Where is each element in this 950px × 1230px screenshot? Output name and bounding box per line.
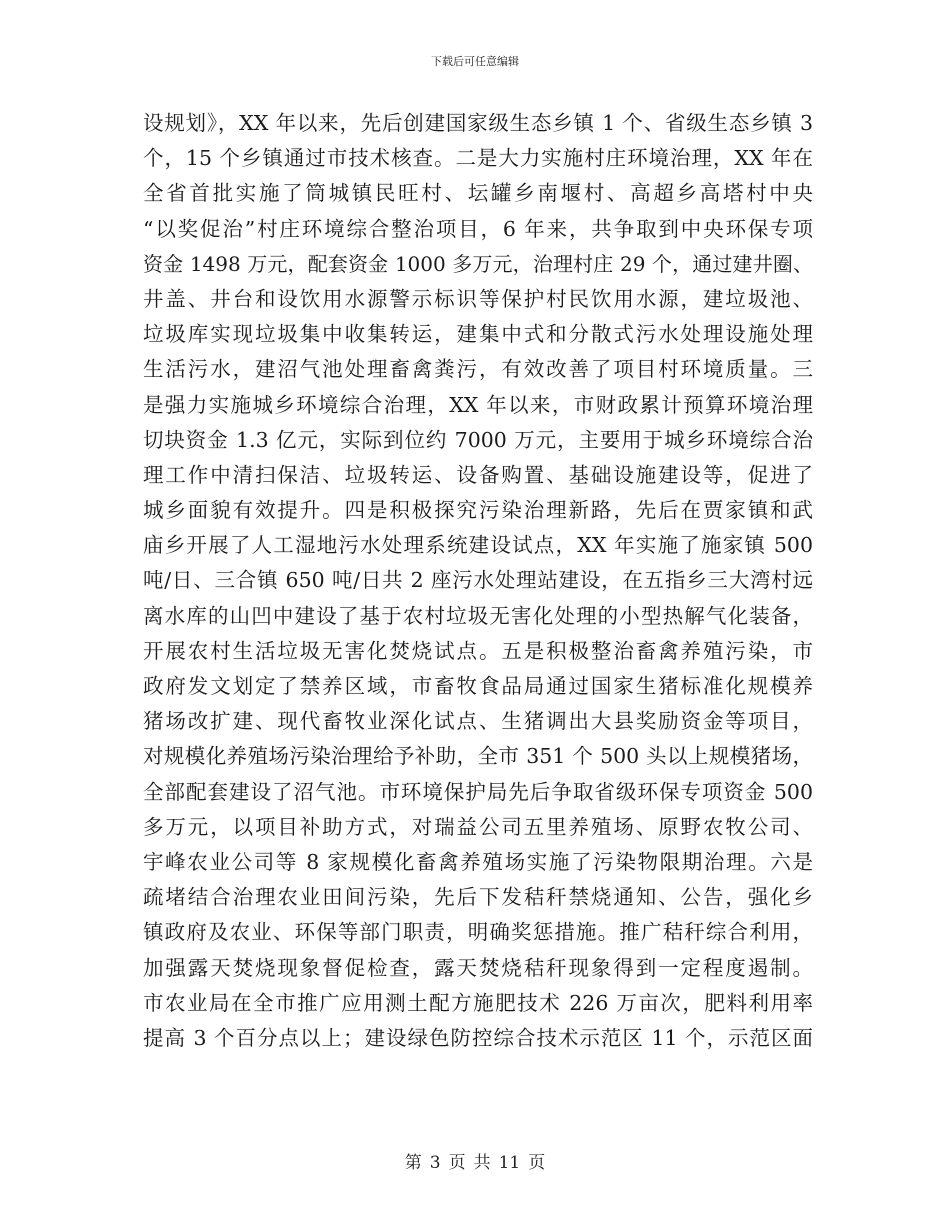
body-line: 全省首批实施了筒城镇民旺村、坛罐乡南堰村、高超乡高塔村中央 (143, 181, 813, 206)
document-body (143, 106, 813, 1056)
footer-total-pages: 11 (498, 1153, 521, 1173)
body-line: 切块资金 1.3 亿元，实际到位约 7000 万元，主要用于城乡环境综合治 (143, 427, 813, 452)
body-line: 井盖、井台和设饮用水源警示标识等保护村民饮用水源，建垃圾池、 (143, 286, 813, 311)
body-line: 理工作中清扫保洁、垃圾转运、设备购置、基础设施建设等，促进了 (143, 462, 813, 487)
footer-label-total: 共 (473, 1153, 491, 1173)
body-line: 对规模化养殖场污染治理给予补助，全市 351 个 500 头以上规模猪场， (143, 744, 813, 769)
body-line: 垃圾库实现垃圾集中收集转运，建集中式和分散式污水处理设施处理 (143, 322, 813, 347)
body-line: 离水库的山凹中建设了基于农村垃圾无害化处理的小型热解气化装备， (143, 603, 813, 628)
footer-label-page-unit: 页 (448, 1153, 466, 1173)
body-line: 宇峰农业公司等 8 家规模化畜禽养殖场实施了污染物限期治理。六是 (143, 849, 813, 874)
body-line: 加强露天焚烧现象督促检查，露天焚烧秸秆现象得到一定程度遏制。 (143, 955, 813, 980)
body-line: 全部配套建设了沼气池。市环境保护局先后争取省级环保专项资金 500 (143, 779, 813, 804)
body-line: 资金 1498 万元，配套资金 1000 多万元，治理村庄 29 个，通过建井圈、 (143, 251, 813, 276)
body-line: 疏堵结合治理农业田间污染，先后下发秸秆禁烧通知、公告，强化乡 (143, 885, 813, 910)
page-header: 下载后可任意编辑 (431, 55, 519, 68)
body-line: 政府发文划定了禁养区域，市畜牧食品局通过国家生猪标准化规模养 (143, 674, 813, 698)
footer-current-page: 3 (429, 1153, 441, 1173)
body-line: 市农业局在全市推广应用测土配方施肥技术 226 万亩次，肥料利用率 (143, 990, 813, 1015)
body-line: 镇政府及农业、环保等部门职责，明确奖惩措施。推广秸秆综合利用， (143, 920, 813, 945)
body-line: “以奖促治”村庄环境综合整治项目，6 年来，共争取到中央环保专项 (143, 216, 813, 241)
body-line: 庙乡开展了人工湿地污水处理系统建设试点，XX 年实施了施家镇 500 (143, 533, 813, 558)
body-line: 猪场改扩建、现代畜牧业深化试点、生猪调出大县奖励资金等项目， (143, 709, 813, 734)
body-line: 提高 3 个百分点以上；建设绿色防控综合技术示范区 11 个，示范区面 (143, 1025, 813, 1050)
body-line: 多万元，以项目补助方式，对瑞益公司五里养殖场、原野农牧公司、 (143, 814, 813, 839)
body-line: 城乡面貌有效提升。四是积极探究污染治理新路，先后在贾家镇和武 (143, 498, 813, 523)
body-line: 吨/日、三合镇 650 吨/日共 2 座污水处理站建设，在五指乡三大湾村远 (143, 568, 813, 593)
page-number-footer (0, 1152, 950, 1174)
body-line: 个，15 个乡镇通过市技术核查。二是大力实施村庄环境治理，XX 年在 (143, 146, 813, 171)
body-line: 开展农村生活垃圾无害化焚烧试点。五是积极整治畜禽养殖污染，市 (143, 638, 813, 663)
body-line: 生活污水，建沼气池处理畜禽粪污，有效改善了项目村环境质量。三 (143, 357, 813, 382)
footer-label-page: 第 (404, 1153, 422, 1173)
footer-label-total-unit: 页 (528, 1153, 546, 1173)
body-line: 是强力实施城乡环境综合治理，XX 年以来，市财政累计预算环境治理 (143, 392, 813, 417)
body-line: 设规划》，XX 年以来，先后创建国家级生态乡镇 1 个、省级生态乡镇 3 (143, 111, 813, 135)
